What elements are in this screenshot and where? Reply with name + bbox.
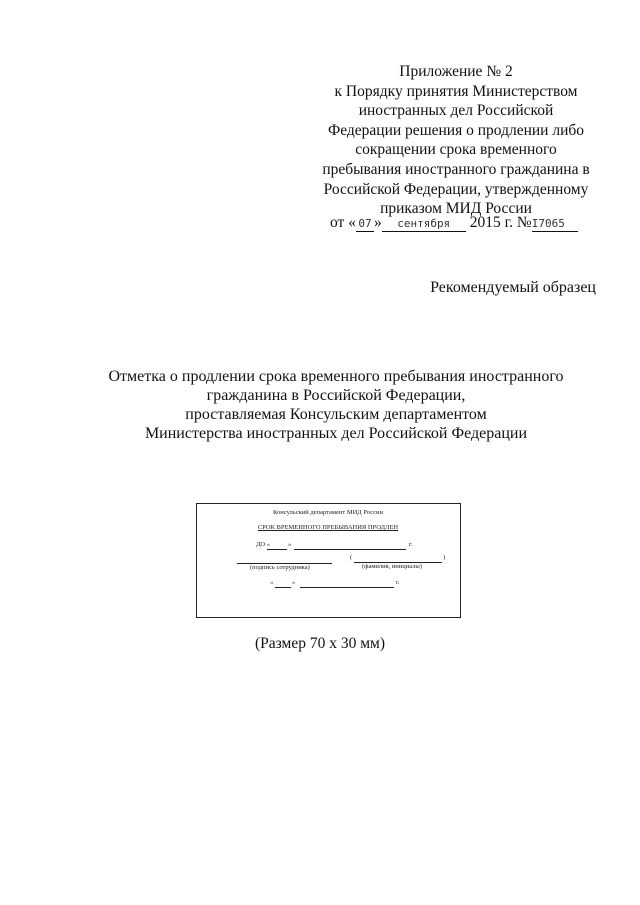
appendix-line: Федерации решения о продлении либо [327, 121, 584, 139]
appendix-line: пребывания иностранного гражданина в [322, 160, 590, 178]
appendix-line: Приложение № 2 [399, 63, 513, 80]
stamp-until-mid: » [288, 541, 292, 548]
size-note: (Размер 70 х 30 мм) [254, 635, 386, 652]
sample-label: Рекомендуемый образец [430, 279, 596, 296]
order-mid: » [373, 214, 382, 231]
stamp-date-suffix: г. [396, 579, 400, 586]
stamp-date-day-line [275, 587, 291, 588]
stamp-year-suffix: г. [409, 541, 413, 548]
stamp-paren-open: ( [350, 554, 353, 561]
stamp-header: Консульский департамент МИД России [273, 509, 383, 516]
order-prefix: от « [330, 214, 356, 231]
stamp-month-line [294, 549, 406, 550]
document-title [100, 367, 572, 443]
stamp-date-month-line [300, 587, 394, 588]
stamp-paren-close: ) [443, 554, 446, 561]
appendix-header [318, 62, 594, 219]
stamp-signature-caption: (подпись сотрудника) [250, 564, 310, 571]
title-line: Отметка о продлении срока временного пребывания иностранного [108, 368, 564, 385]
stamp-date-mid: » [292, 579, 296, 586]
appendix-line: сокращении срока временного [355, 141, 557, 159]
order-year: 2015 г. № [469, 214, 532, 231]
order-reference [330, 214, 578, 232]
title-line: проставляемая Консульским департаментом [185, 406, 487, 423]
stamp-sample [196, 503, 461, 618]
appendix-line: иностранных дел Российской [358, 102, 554, 120]
stamp-name-caption: (фамилия, инициалы) [362, 563, 422, 570]
stamp-extended: СРОК ВРЕМЕННОГО ПРЕБЫВАНИЯ ПРОДЛЕН [257, 524, 399, 531]
appendix-line: к Порядку принятия Министерством [334, 82, 578, 100]
order-day: 07 [356, 217, 374, 232]
stamp-until-prefix: ДО « [256, 541, 271, 548]
appendix-line: приказом МИД России [380, 200, 532, 218]
title-line: гражданина в Российской Федерации, [206, 387, 466, 404]
order-number: I7065 [532, 217, 578, 232]
order-month: сентября [382, 217, 466, 232]
stamp-day-line [267, 549, 287, 550]
appendix-line: Российской Федерации, утвержденному [323, 180, 589, 198]
stamp-date-open: « [270, 579, 274, 586]
title-line: Министерства иностранных дел Российской Федерации [144, 425, 528, 442]
